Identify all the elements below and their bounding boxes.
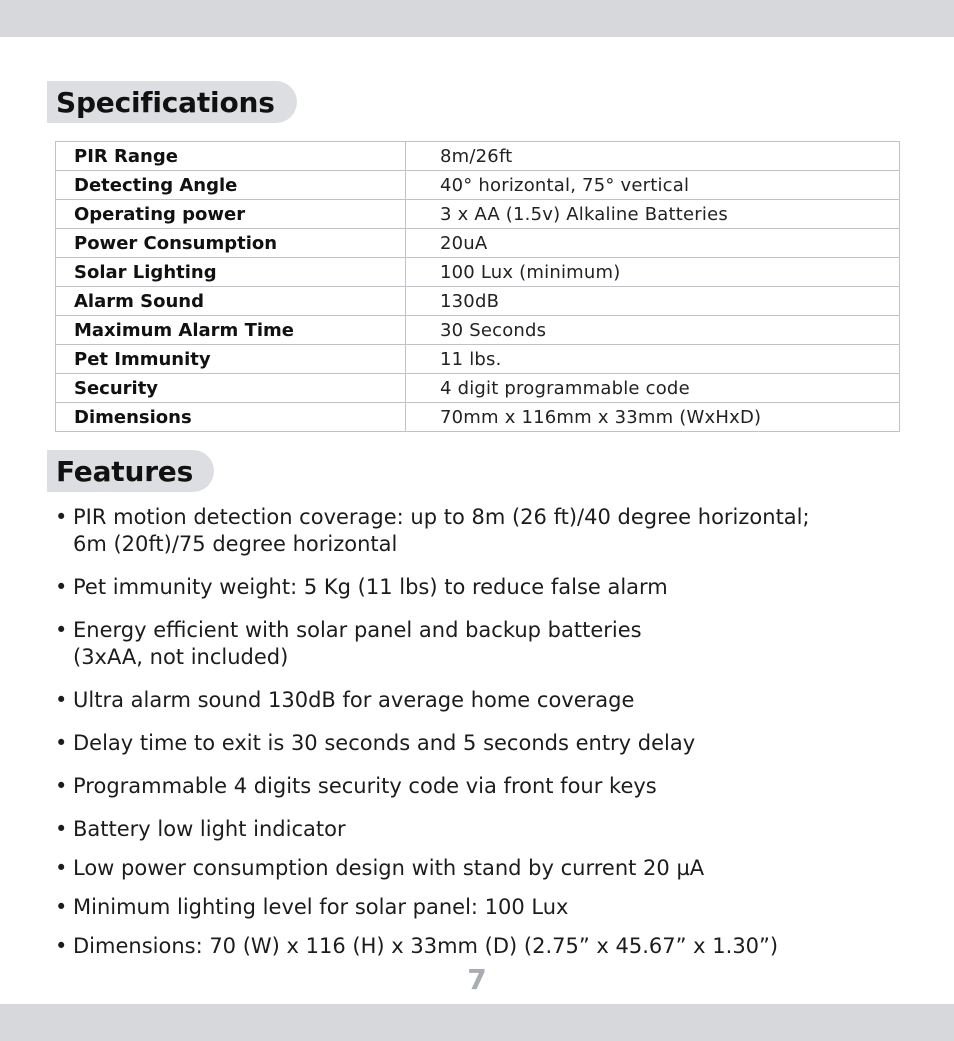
feature-text: Pet immunity weight: 5 Kg (11 lbs) to reduce false alarm — [73, 575, 668, 599]
list-item — [55, 617, 925, 671]
page-number: 7 — [467, 963, 487, 996]
bullet-glyph: • — [55, 575, 68, 599]
spec-key: Operating power — [56, 200, 406, 229]
list-item — [55, 730, 925, 757]
table-row — [56, 316, 900, 345]
feature-text: PIR motion detection coverage: up to 8m (26 ft)/40 degree horizontal; — [73, 505, 810, 529]
spec-value: 30 Seconds — [406, 316, 900, 345]
features-title: Features — [56, 454, 194, 488]
table-row — [56, 403, 900, 432]
list-item — [55, 687, 925, 714]
spec-key: PIR Range — [56, 142, 406, 171]
table-row — [56, 142, 900, 171]
feature-text: Programmable 4 digits security code via front four keys — [73, 774, 657, 798]
feature-text-cont: 6m (20ft)/75 degree horizontal — [73, 532, 398, 556]
feature-text: Dimensions: 70 (W) x 116 (H) x 33mm (D) (2.75” x 45.67” x 1.30”) — [73, 934, 779, 958]
table-row — [56, 229, 900, 258]
spec-key: Solar Lighting — [56, 258, 406, 287]
spec-value: 40° horizontal, 75° vertical — [406, 171, 900, 200]
spec-value: 4 digit programmable code — [406, 374, 900, 403]
bullet-glyph: • — [55, 934, 68, 958]
spec-value: 20uA — [406, 229, 900, 258]
spec-value: 3 x AA (1.5v) Alkaline Batteries — [406, 200, 900, 229]
table-row — [56, 345, 900, 374]
spec-key: Alarm Sound — [56, 287, 406, 316]
bullet-glyph: • — [55, 505, 68, 529]
table-row — [56, 200, 900, 229]
list-item — [55, 855, 925, 882]
feature-text: Delay time to exit is 30 seconds and 5 seconds entry delay — [73, 731, 696, 755]
spec-value: 130dB — [406, 287, 900, 316]
spec-key: Detecting Angle — [56, 171, 406, 200]
feature-text: Low power consumption design with stand by current 20 µA — [73, 856, 705, 880]
bottom-band — [0, 1004, 954, 1041]
specifications-heading — [47, 81, 297, 123]
bullet-glyph: • — [55, 856, 68, 880]
list-item — [55, 816, 925, 843]
spec-value: 11 lbs. — [406, 345, 900, 374]
bullet-glyph: • — [55, 618, 68, 642]
list-item — [55, 773, 925, 800]
spec-value: 70mm x 116mm x 33mm (WxHxD) — [406, 403, 900, 432]
spec-value: 8m/26ft — [406, 142, 900, 171]
bullet-glyph: • — [55, 731, 68, 755]
table-row — [56, 287, 900, 316]
bullet-glyph: • — [55, 817, 68, 841]
table-row — [56, 374, 900, 403]
top-band — [0, 0, 954, 37]
specifications-table — [55, 141, 900, 432]
bullet-glyph: • — [55, 688, 68, 712]
feature-text: Minimum lighting level for solar panel: 100 Lux — [73, 895, 569, 919]
features-list — [55, 504, 925, 972]
specifications-title: Specifications — [56, 85, 275, 119]
feature-text: Battery low light indicator — [73, 817, 346, 841]
features-heading — [47, 450, 214, 492]
list-item — [55, 574, 925, 601]
feature-text: Ultra alarm sound 130dB for average home coverage — [73, 688, 635, 712]
spec-key: Pet Immunity — [56, 345, 406, 374]
spec-value: 100 Lux (minimum) — [406, 258, 900, 287]
table-row — [56, 258, 900, 287]
spec-key: Dimensions — [56, 403, 406, 432]
bullet-glyph: • — [55, 774, 68, 798]
bullet-glyph: • — [55, 895, 68, 919]
spec-key: Power Consumption — [56, 229, 406, 258]
list-item — [55, 933, 925, 960]
spec-key: Maximum Alarm Time — [56, 316, 406, 345]
table-row — [56, 171, 900, 200]
list-item — [55, 504, 925, 558]
feature-text-cont: (3xAA, not included) — [73, 645, 289, 669]
spec-key: Security — [56, 374, 406, 403]
feature-text: Energy efficient with solar panel and backup batteries — [73, 618, 642, 642]
list-item — [55, 894, 925, 921]
